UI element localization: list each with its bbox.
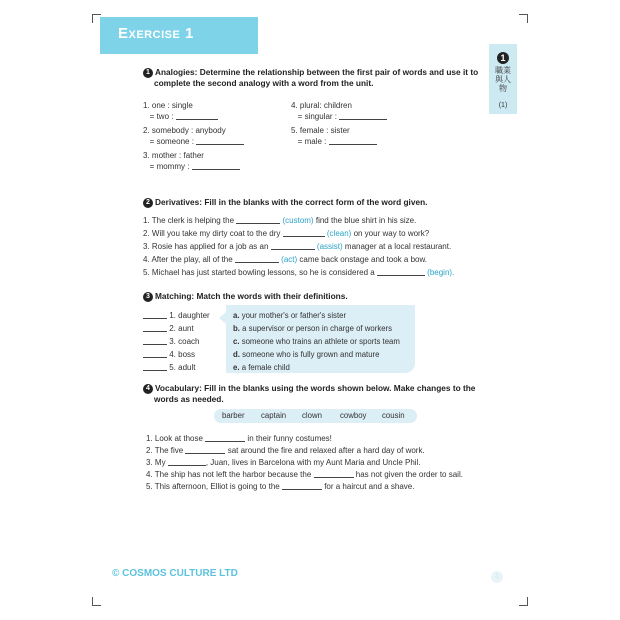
definition-d: d. someone who is fully grown and mature <box>233 350 380 359</box>
word-bank-item: barber <box>222 411 245 420</box>
derivative-1: 1. The clerk is helping the (custom) find the blue shirt in his size. <box>143 216 417 225</box>
analogy-5: 5. female : sister = male : <box>291 125 377 147</box>
answer-blank[interactable] <box>236 222 280 224</box>
analogy-1: 1. one : single = two : <box>143 100 218 122</box>
analogy-3: 3. mother : father = mommy : <box>143 150 240 172</box>
word-bank-item: captain <box>261 411 287 420</box>
derivative-4: 4. After the play, all of the (act) came back onstage and took a bow. <box>143 255 428 264</box>
answer-blank[interactable] <box>283 235 325 237</box>
derivative-5: 5. Michael has just started bowling lessons, so he is considered a (begin). <box>143 268 455 277</box>
section4-title-line1: Vocabulary: Fill in the blanks using the words shown below. Make changes to the <box>155 383 476 393</box>
vocabulary-2: 2. The five sat around the fire and relaxed after a hard day of work. <box>146 446 425 455</box>
answer-blank[interactable] <box>339 118 387 120</box>
answer-blank[interactable] <box>235 261 279 263</box>
side-tab-number: 1 <box>497 52 509 64</box>
section4-title-line2: words as needed. <box>154 394 224 404</box>
side-tab-sub: (1) <box>498 102 508 109</box>
derivative-3: 3. Rosie has applied for a job as an (assist) manager at a local restaurant. <box>143 242 452 251</box>
answer-blank[interactable] <box>329 143 377 145</box>
section3-title-text: Matching: Match the words with their definitions. <box>155 291 348 301</box>
answer-blank[interactable] <box>205 440 245 442</box>
word-bank-item: cousin <box>382 411 405 420</box>
definition-e: e. a female child <box>233 363 290 372</box>
answer-blank[interactable] <box>168 464 206 466</box>
vocabulary-3: 3. My , Juan, lives in Barcelona with my Aunt Maria and Uncle Phil. <box>146 458 421 467</box>
answer-blank[interactable] <box>143 317 167 319</box>
side-tab-text: 職業與人物 <box>495 66 511 93</box>
answer-blank[interactable] <box>143 369 167 371</box>
match-word-1: 1. daughter <box>143 310 210 321</box>
match-word-4: 4. boss <box>143 349 195 360</box>
section1-title-line2: complete the second analogy with a word from the unit. <box>154 78 374 88</box>
answer-blank[interactable] <box>271 248 315 250</box>
word-bank-item: cowboy <box>340 411 367 420</box>
answer-blank[interactable] <box>196 143 244 145</box>
answer-blank[interactable] <box>192 168 240 170</box>
derivative-2: 2. Will you take my dirty coat to the dry (clean) on your way to work? <box>143 229 430 238</box>
definition-b: b. a supervisor or person in charge of workers <box>233 324 393 333</box>
section4-number: 4 <box>143 384 153 394</box>
answer-blank[interactable] <box>377 274 425 276</box>
section3-number: 3 <box>143 292 153 302</box>
answer-blank[interactable] <box>314 476 354 478</box>
analogy-2: 2. somebody : anybody = someone : <box>143 125 244 147</box>
answer-blank[interactable] <box>282 488 322 490</box>
definition-box-notch <box>219 312 226 324</box>
crop-mark-top-right <box>519 14 528 23</box>
analogy-4: 4. plural: children = singular : <box>291 100 387 122</box>
crop-mark-bottom-left <box>92 597 101 606</box>
exercise-title: Exercise 1 <box>118 25 194 42</box>
answer-blank[interactable] <box>185 452 225 454</box>
crop-mark-bottom-right <box>519 597 528 606</box>
section2-title <box>143 196 427 208</box>
copyright: © COSMOS CULTURE LTD <box>112 568 238 579</box>
answer-blank[interactable] <box>143 330 167 332</box>
answer-blank[interactable] <box>143 356 167 358</box>
match-word-5: 5. adult <box>143 362 195 373</box>
vocabulary-1: 1. Look at those in their funny costumes! <box>146 434 332 443</box>
section2-number: 2 <box>143 198 153 208</box>
definition-c: c. someone who trains an athlete or sports team <box>233 337 400 346</box>
match-word-2: 2. aunt <box>143 323 194 334</box>
section2-title-text: Derivatives: Fill in the blanks with the correct form of the word given. <box>155 197 428 207</box>
page-number: 3 <box>491 571 503 583</box>
vocabulary-5: 5. This afternoon, Elliot is going to the for a haircut and a shave. <box>146 482 415 491</box>
match-word-3: 3. coach <box>143 336 199 347</box>
section3-title <box>143 290 348 302</box>
section1-number: 1 <box>143 68 153 78</box>
definition-a: a. your mother's or father's sister <box>233 311 347 320</box>
vocabulary-4: 4. The ship has not left the harbor because the has not given the order to sail. <box>146 470 463 479</box>
section1-title-line1: Analogies: Determine the relationship between the first pair of words and use it to <box>155 67 479 77</box>
answer-blank[interactable] <box>143 343 167 345</box>
answer-blank[interactable] <box>176 118 218 120</box>
word-bank-item: clown <box>302 411 322 420</box>
